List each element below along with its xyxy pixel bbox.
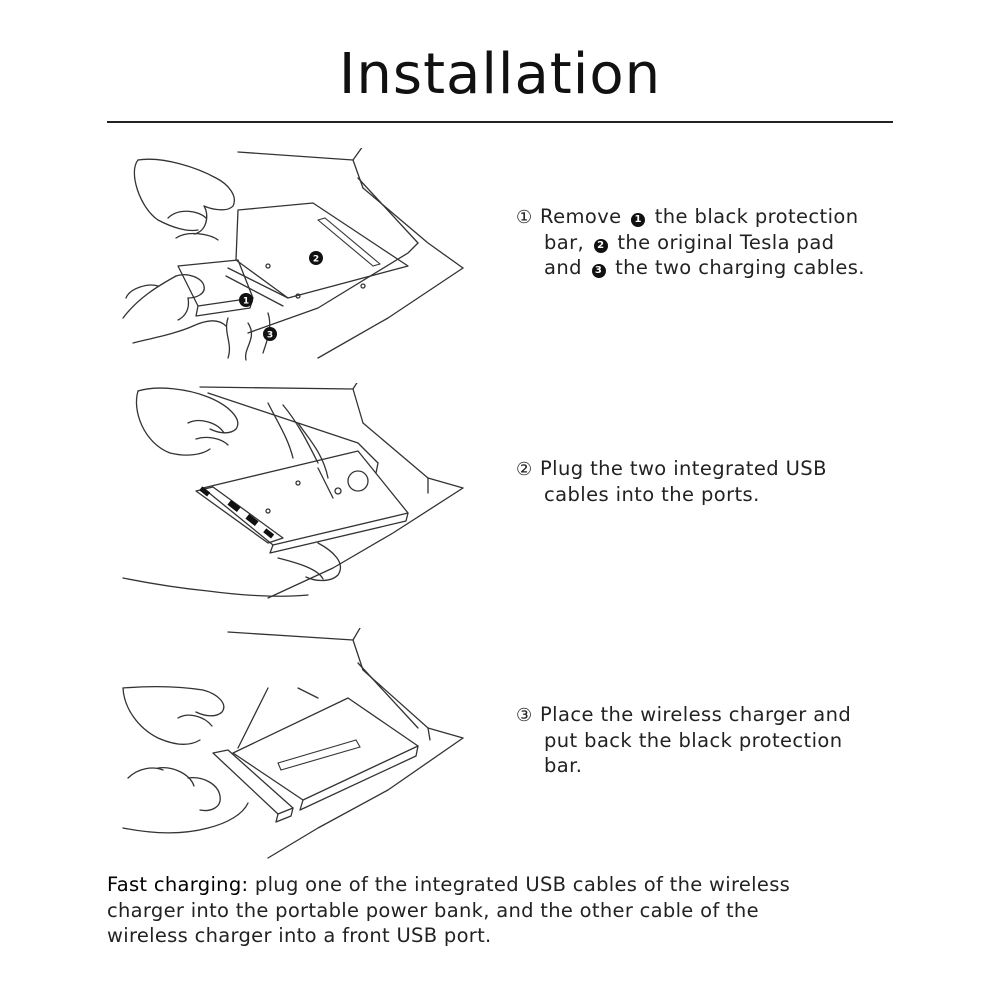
fast-charging-label: Fast charging:: [107, 873, 249, 896]
step-1-line-3: and 3 the two charging cables.: [544, 256, 865, 279]
callout-3: 3: [266, 330, 274, 341]
step-1-number: ①: [516, 207, 533, 228]
illustration-plug-usb: [118, 383, 478, 613]
step-1-line-2: bar, 2 the original Tesla pad: [544, 231, 835, 254]
title-divider: [107, 121, 893, 123]
step-1-line-1: ① Remove 1 the black protection: [516, 205, 859, 228]
step-1-text: [516, 204, 906, 280]
marker-1: 1: [631, 213, 645, 227]
step-2-line-1: ② Plug the two integrated USB: [516, 457, 827, 480]
page-title: Installation: [338, 42, 662, 107]
illustration-remove-bar: [118, 148, 478, 368]
step-3-text: [516, 702, 906, 778]
step-3-line-2: put back the black protection: [544, 729, 843, 752]
step-3-number: ③: [516, 705, 533, 726]
step-3-line-1: ③ Place the wireless charger and: [516, 703, 852, 726]
fast-charging-note: [107, 872, 927, 949]
marker-2: 2: [594, 239, 608, 253]
callout-2: 2: [312, 254, 320, 265]
step-2-text: [516, 456, 906, 507]
step-2-number: ②: [516, 459, 533, 480]
step-3-line-3: bar.: [544, 754, 583, 777]
step-2-line-2: cables into the ports.: [544, 483, 760, 506]
illustration-place-charger: [118, 628, 478, 860]
marker-3: 3: [592, 264, 606, 278]
fast-charging-line-3: wireless charger into a front USB port.: [107, 924, 492, 947]
fast-charging-line-1: Fast charging: plug one of the integrated USB cables of the wireless: [107, 873, 791, 896]
fast-charging-line-2: charger into the portable power bank, and the other cable of the: [107, 898, 759, 922]
callout-1: 1: [242, 296, 250, 307]
callout-markers: [239, 251, 323, 341]
